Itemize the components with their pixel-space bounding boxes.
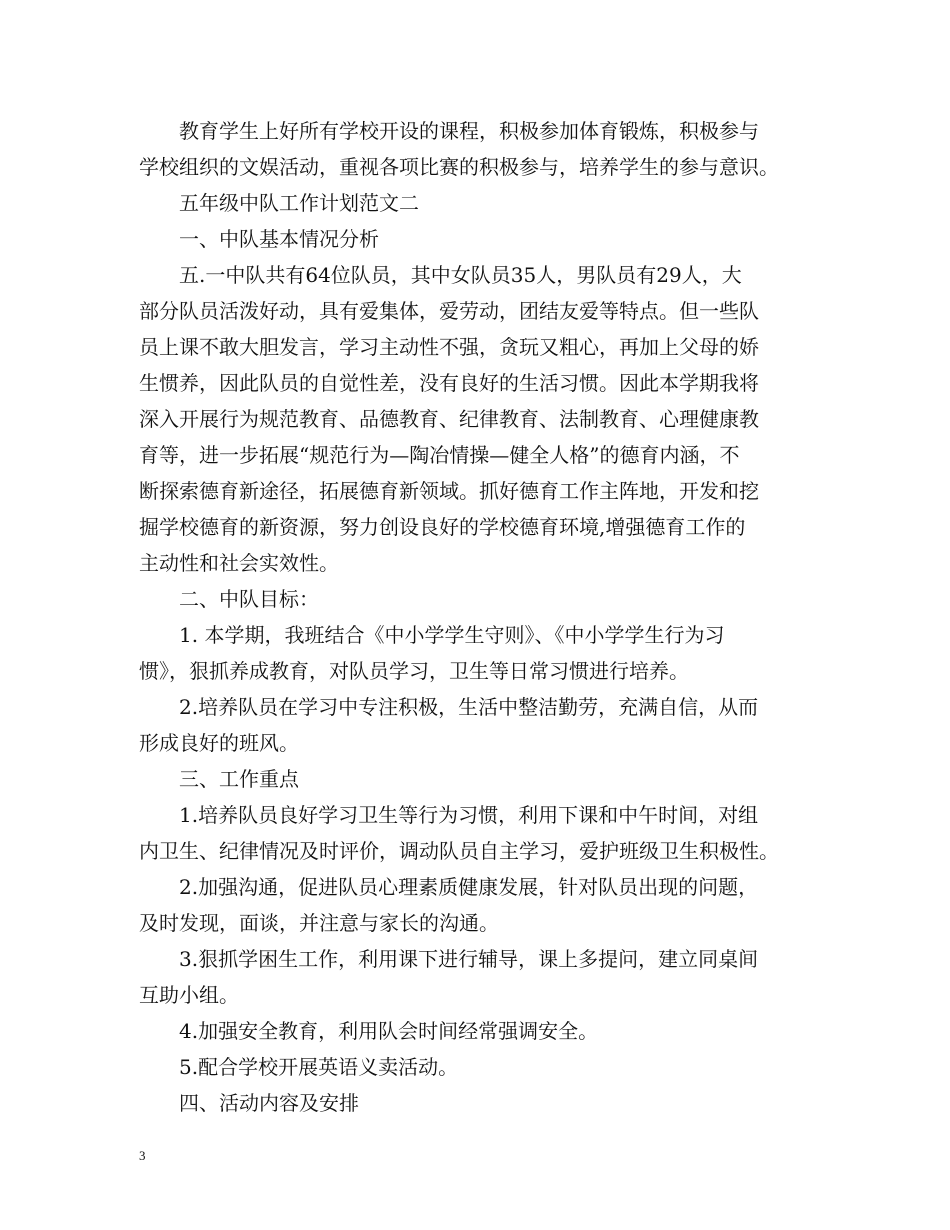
text-line: 3.狠抓学困生工作，利用课下进行辅导，课上多提问，建立同桌间: [139, 947, 759, 971]
text-line: 形成良好的班风。: [139, 731, 299, 755]
text-line: 内卫生、纪律情况及时评价，调动队员自主学习，爱护班级卫生积极性。: [139, 839, 779, 863]
text-line: 1.培养队员良好学习卫生等行为习惯，利用下课和中午时间，对组: [139, 803, 759, 827]
text-line: 4.加强安全教育，利用队会时间经常强调安全。: [139, 1019, 599, 1043]
section-heading: 二、中队目标：: [139, 587, 319, 611]
text-line: 部分队员活泼好动，具有爱集体，爱劳动，团结友爱等特点。但一些队: [139, 299, 759, 323]
text-line: 学校组织的文娱活动，重视各项比赛的积极参与，培养学生的参与意识。: [139, 155, 779, 179]
document-body: [139, 113, 819, 1121]
text-line: 惯》，狠抓养成教育，对队员学习，卫生等日常习惯进行培养。: [139, 659, 689, 683]
text-line: 断探索德育新途径，拓展德育新领域。抓好德育工作主阵地，开发和挖: [139, 479, 759, 503]
text-line: 五.一中队共有64位队员，其中女队员35人，男队员有29人，大: [139, 263, 742, 287]
text-line: 生惯养，因此队员的自觉性差，没有良好的生活习惯。因此本学期我将: [139, 371, 759, 395]
text-line: 1. 本学期，我班结合《中小学学生守则》、《中小学学生行为习: [139, 623, 725, 647]
text-line: 5.配合学校开展英语义卖活动。: [139, 1055, 459, 1079]
text-line: 五年级中队工作计划范文二: [139, 191, 419, 215]
text-line: 深入开展行为规范教育、品德教育、纪律教育、法制教育、心理健康教: [139, 407, 759, 431]
text-line: 及时发现，面谈，并注意与家长的沟通。: [139, 911, 499, 935]
text-line: 员上课不敢大胆发言，学习主动性不强，贪玩又粗心，再加上父母的娇: [139, 335, 759, 359]
text-line: 教育学生上好所有学校开设的课程，积极参加体育锻炼，积极参与: [139, 119, 759, 143]
page-number: 3: [139, 1148, 146, 1163]
text-line: 互助小组。: [139, 983, 239, 1007]
text-line: 主动性和社会实效性。: [139, 551, 339, 575]
text-line: 育等，进一步拓展“规范行为—陶冶情操—健全人格”的德育内涵，不: [139, 443, 740, 467]
text-line: 掘学校德育的新资源，努力创设良好的学校德育环境,增强德育工作的: [139, 515, 746, 539]
section-heading: 一、中队基本情况分析: [139, 227, 379, 251]
text-line: 2.加强沟通，促进队员心理素质健康发展，针对队员出现的问题，: [139, 875, 759, 899]
section-heading: 三、工作重点: [139, 767, 299, 791]
section-heading: 四、活动内容及安排: [139, 1091, 359, 1115]
text-line: 2.培养队员在学习中专注积极，生活中整洁勤劳，充满自信，从而: [139, 695, 759, 719]
